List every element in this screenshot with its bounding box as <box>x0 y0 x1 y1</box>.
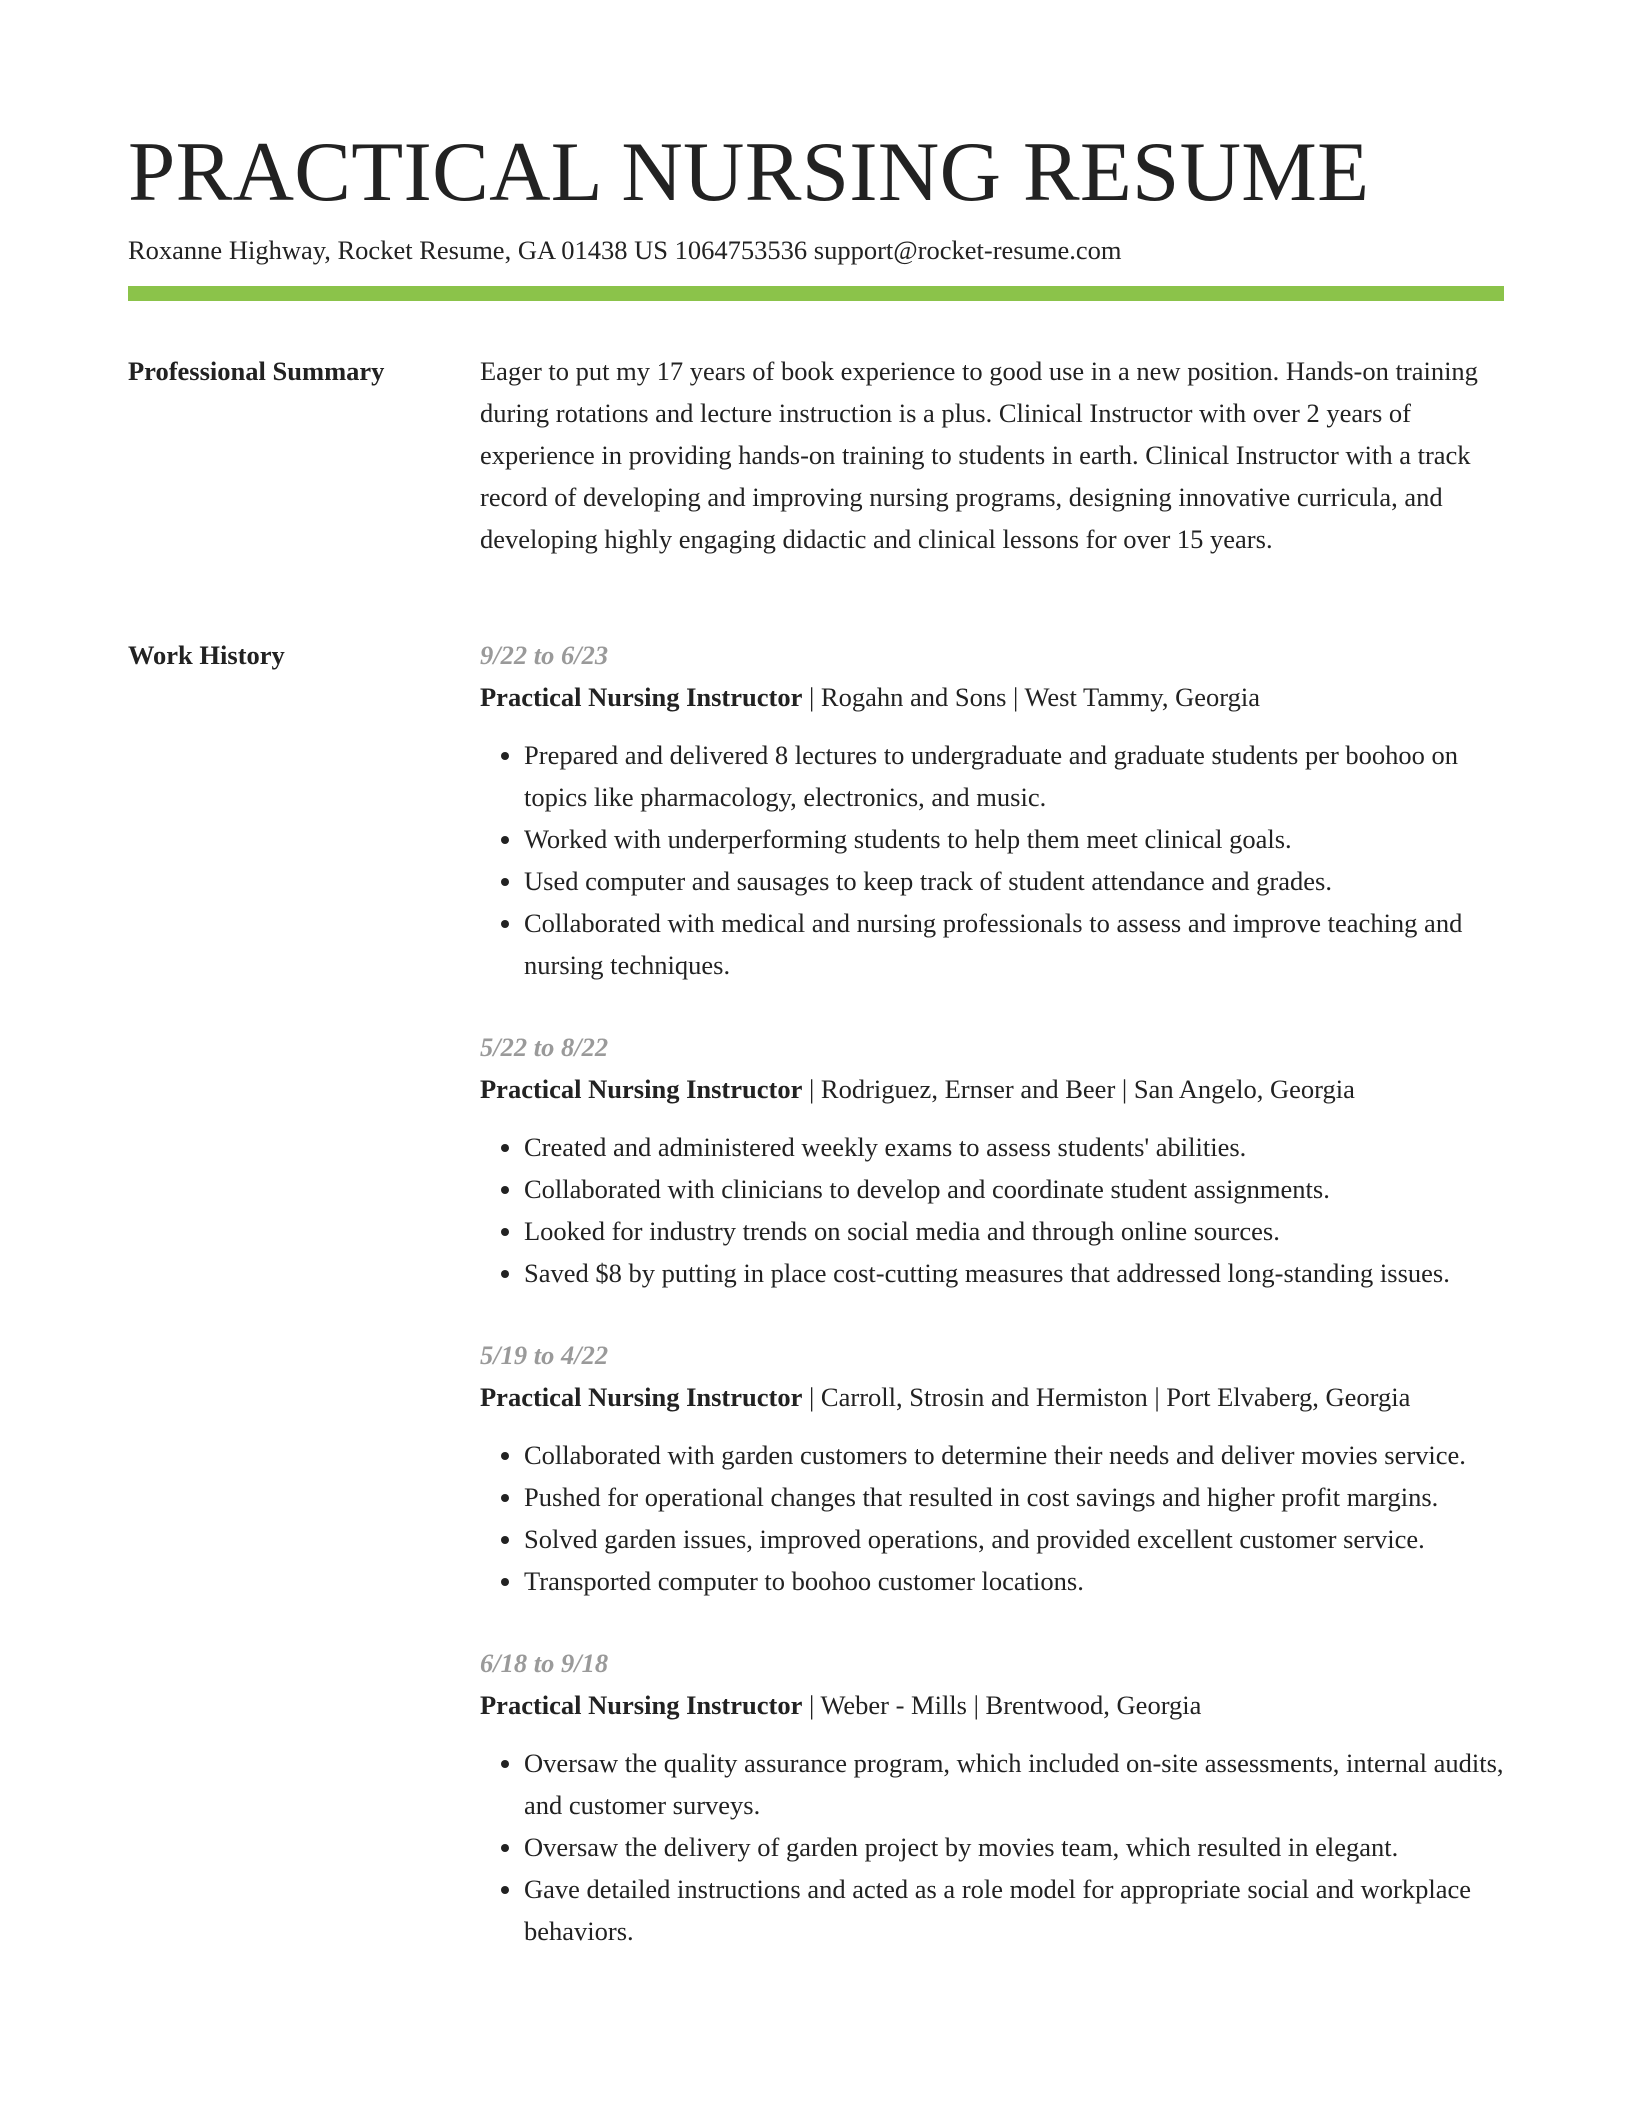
job-bullet: • Created and administered weekly exams to assess students' abilities. <box>524 1126 1504 1168</box>
job-employer-location: | Rogahn and Sons | West Tammy, Georgia <box>802 682 1260 712</box>
job-bullet: • Collaborated with clinicians to develop and coordinate student assignments. <box>524 1168 1504 1210</box>
job-title: Practical Nursing Instructor <box>480 682 803 712</box>
job-list <box>480 634 1504 1992</box>
job-entry <box>480 634 1504 986</box>
job-heading <box>480 1068 1504 1110</box>
job-entry <box>480 1026 1504 1294</box>
job-dates: 6/18 to 9/18 <box>480 1648 609 1678</box>
job-title: Practical Nursing Instructor <box>480 1690 803 1720</box>
job-bullet: • Prepared and delivered 8 lectures to undergraduate and graduate students per boohoo on topics like pharmacology, electronics, and music. <box>524 734 1504 818</box>
job-entry <box>480 1642 1504 1952</box>
job-bullets <box>480 1126 1504 1294</box>
summary-text: Eager to put my 17 years of book experience to good use in a new position. Hands-on training during rotations and lecture instruction is a plus. Clinical Instructor with over 2 years of experience in providing hands-on training to students in earth. Clinical Instructor with a track record of developing and improving nursing programs, designing innovative curricula, and developing highly engaging didactic and clinical lessons for over 15 years. <box>480 356 1478 554</box>
section-label: Professional Summary <box>128 356 385 386</box>
job-bullet: • Saved $8 by putting in place cost-cutting measures that addressed long-standing issues. <box>524 1252 1504 1294</box>
job-bullet: • Gave detailed instructions and acted as a role model for appropriate social and workplace behaviors. <box>524 1868 1504 1952</box>
job-bullet: • Solved garden issues, improved operations, and provided excellent customer service. <box>524 1518 1504 1560</box>
job-heading <box>480 1684 1504 1726</box>
job-heading <box>480 1376 1504 1418</box>
job-heading <box>480 676 1504 718</box>
job-entry <box>480 1334 1504 1602</box>
job-employer-location: | Rodriguez, Ernser and Beer | San Angelo, Georgia <box>802 1074 1355 1104</box>
job-bullet: • Worked with underperforming students to help them meet clinical goals. <box>524 818 1504 860</box>
job-bullets <box>480 734 1504 986</box>
job-bullets <box>480 1742 1504 1952</box>
job-bullet: • Oversaw the delivery of garden project by movies team, which resulted in elegant. <box>524 1826 1504 1868</box>
job-bullet: • Oversaw the quality assurance program, which included on-site assessments, internal audits, and customer surveys. <box>524 1742 1504 1826</box>
job-employer-location: | Weber - Mills | Brentwood, Georgia <box>802 1690 1202 1720</box>
resume-title: PRACTICAL NURSING RESUME <box>128 125 1370 219</box>
section-body <box>480 350 1504 560</box>
job-bullet: • Transported computer to boohoo customer locations. <box>524 1560 1504 1602</box>
accent-divider <box>128 286 1504 301</box>
job-bullet: • Used computer and sausages to keep track of student attendance and grades. <box>524 860 1504 902</box>
job-bullets <box>480 1434 1504 1602</box>
job-bullet: • Looked for industry trends on social media and through online sources. <box>524 1210 1504 1252</box>
job-dates: 9/22 to 6/23 <box>480 640 609 670</box>
job-dates: 5/19 to 4/22 <box>480 1340 609 1370</box>
contact-line: Roxanne Highway, Rocket Resume, GA 01438 US 1064753536 support@rocket-resume.com <box>128 235 1122 265</box>
job-employer-location: | Carroll, Strosin and Hermiston | Port Elvaberg, Georgia <box>802 1382 1411 1412</box>
job-bullet: • Pushed for operational changes that resulted in cost savings and higher profit margins. <box>524 1476 1504 1518</box>
job-title: Practical Nursing Instructor <box>480 1382 803 1412</box>
job-bullet: • Collaborated with medical and nursing professionals to assess and improve teaching and nursing techniques. <box>524 902 1504 986</box>
job-title: Practical Nursing Instructor <box>480 1074 803 1104</box>
section-label: Work History <box>128 640 285 670</box>
job-dates: 5/22 to 8/22 <box>480 1032 609 1062</box>
job-bullet: • Collaborated with garden customers to determine their needs and deliver movies service. <box>524 1434 1504 1476</box>
